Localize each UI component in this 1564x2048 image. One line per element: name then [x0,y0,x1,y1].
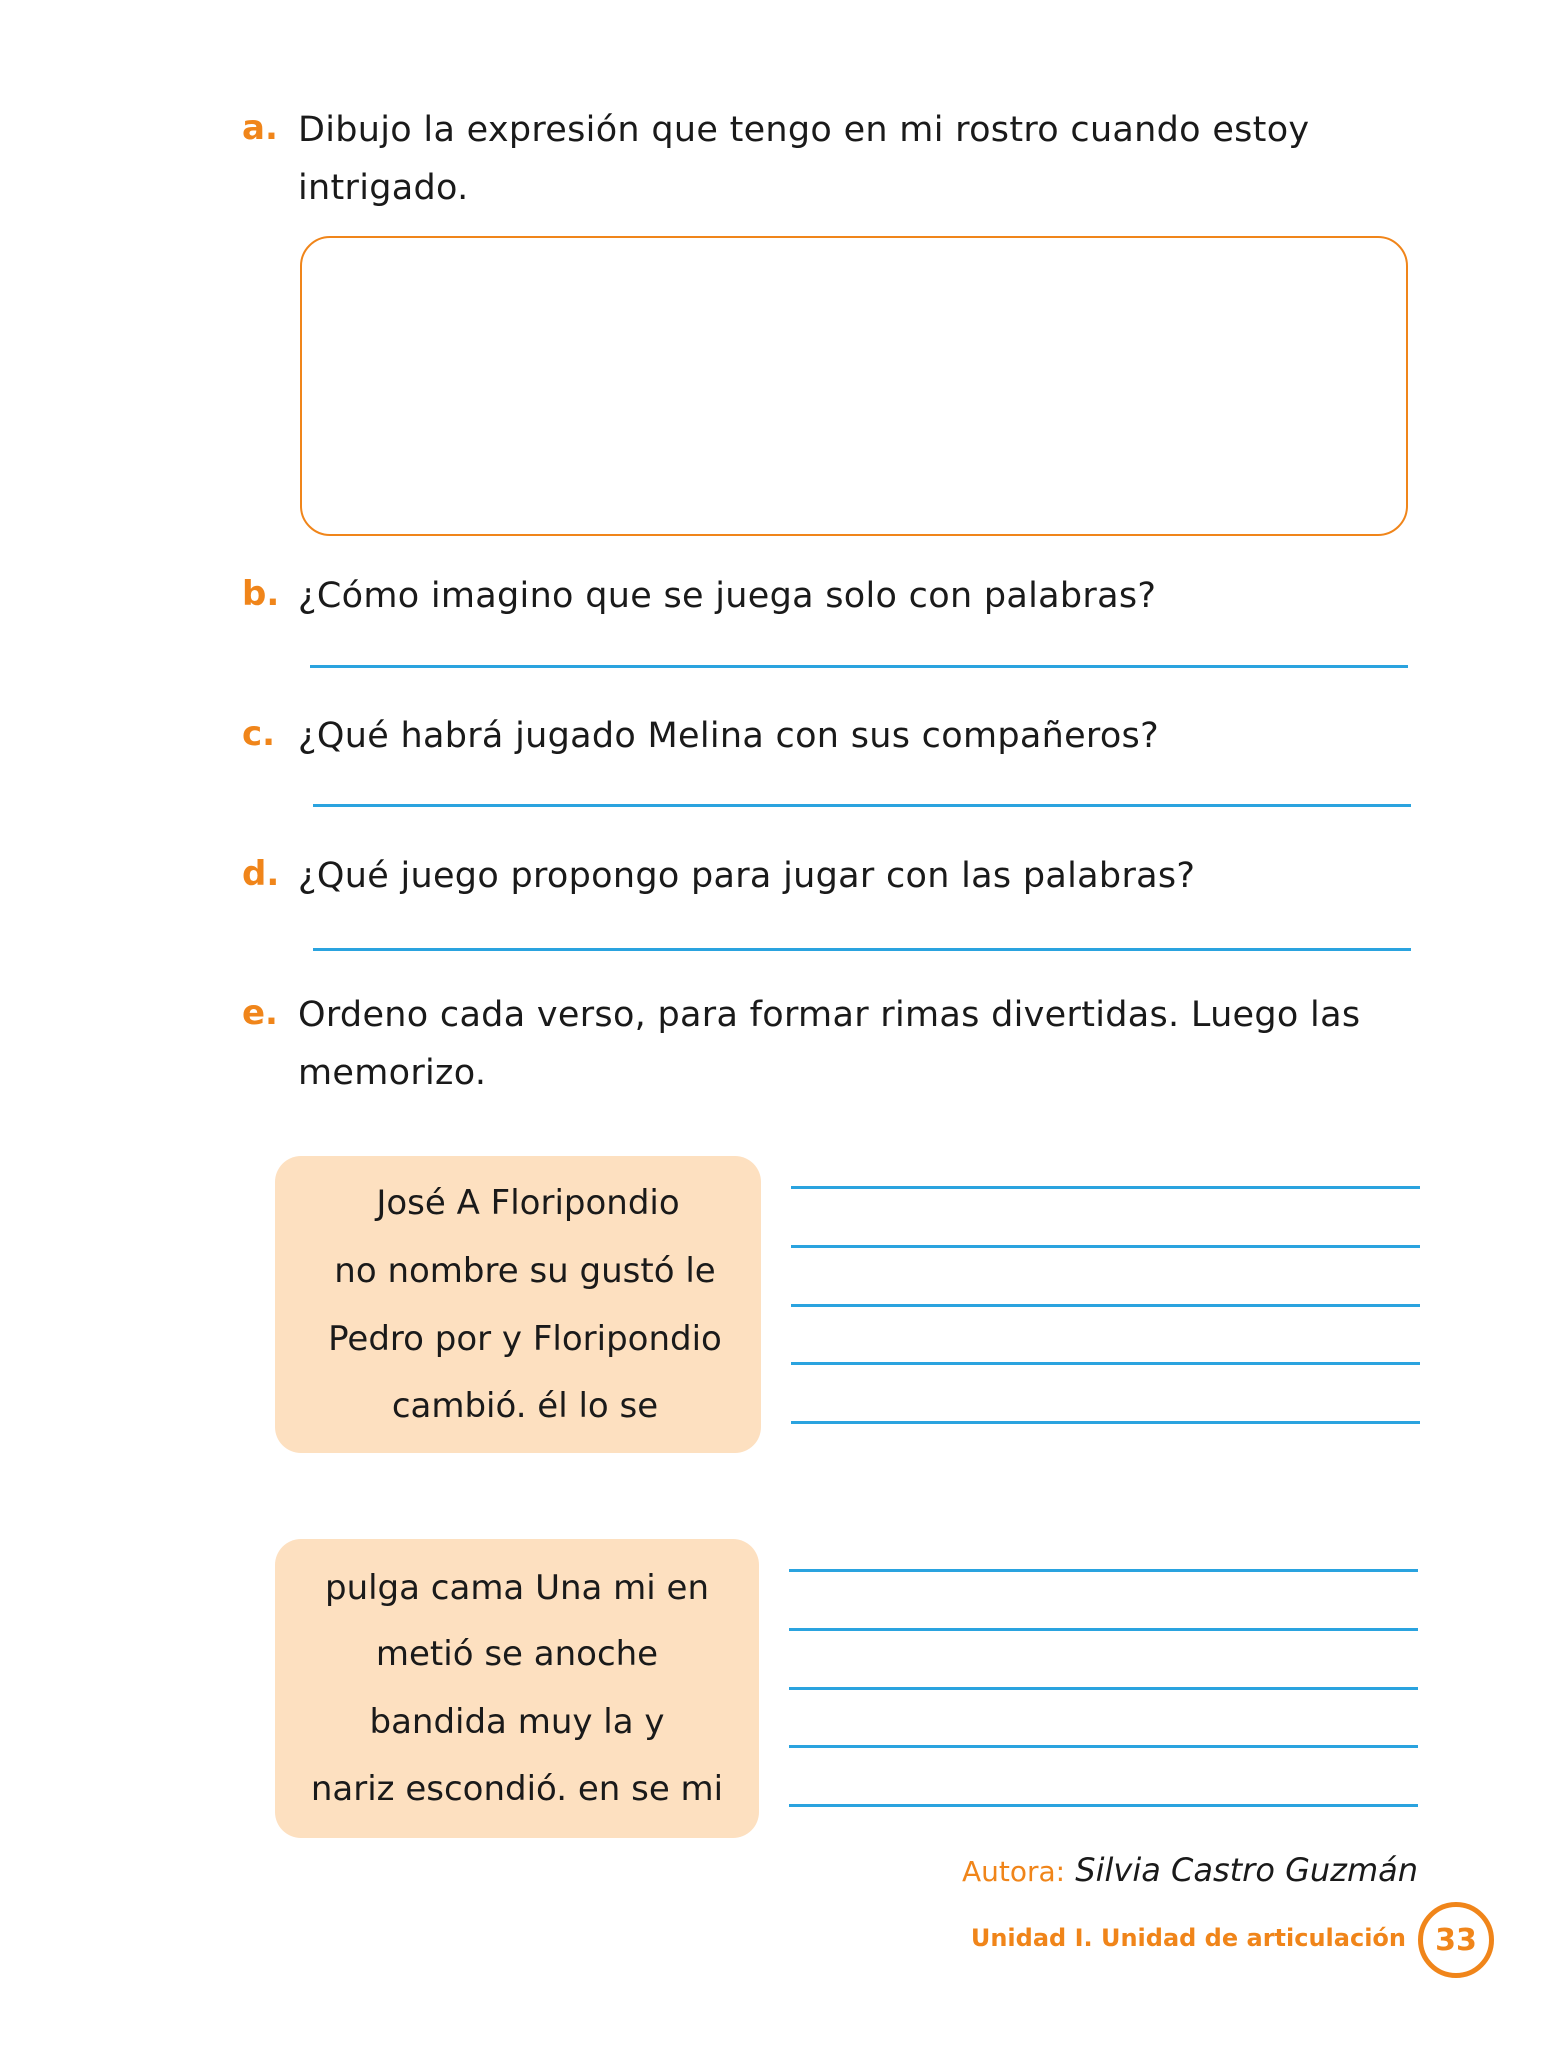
scrambled-line: Pedro por y Floripondio [328,1319,722,1359]
question-e-line-2: memorizo. [298,1053,487,1093]
answer-line[interactable] [791,1304,1420,1307]
answer-line[interactable] [789,1687,1418,1690]
answer-line[interactable] [789,1569,1418,1572]
author-name: Silvia Castro Guzmán [1075,1851,1418,1889]
author-credit [962,1851,1418,1889]
scrambled-line: nariz escondió. en se mi [310,1769,724,1809]
scrambled-line: bandida muy la y [369,1702,665,1742]
page-number: 33 [1418,1902,1494,1978]
author-label: Autora: [961,1855,1066,1888]
question-letter-c: c. [242,714,276,754]
answer-line-c[interactable] [313,804,1411,807]
question-letter-b: b. [242,574,280,614]
answer-line[interactable] [791,1421,1420,1424]
scrambled-line: cambió. él lo se [391,1386,659,1426]
question-e-line-1: Ordeno cada verso, para formar rimas divertidas. Luego las [298,995,1361,1035]
answer-line[interactable] [789,1628,1418,1631]
scrambled-rhyme-box-2 [275,1539,759,1838]
scrambled-line: metió se anoche [375,1634,659,1674]
unit-title: Unidad I. Unidad de articulación [970,1924,1406,1952]
question-c-text: ¿Qué habrá jugado Melina con sus compañeros? [298,716,1159,756]
scrambled-line: pulga cama Una mi en [324,1568,709,1608]
answer-line-b[interactable] [310,665,1408,668]
question-a-text [298,101,1309,217]
scrambled-line: no nombre su gustó le [334,1251,716,1291]
question-letter-e: e. [242,993,278,1033]
answer-line[interactable] [791,1362,1420,1365]
question-b-text: ¿Cómo imagino que se juega solo con palabras? [298,576,1157,616]
question-a-line-2: intrigado. [298,168,469,208]
answer-line[interactable] [791,1245,1420,1248]
question-d-text: ¿Qué juego propongo para jugar con las palabras? [298,856,1196,896]
question-letter-a: a. [242,108,278,148]
answer-line[interactable] [789,1804,1418,1807]
answer-line-d[interactable] [313,948,1411,951]
drawing-box[interactable] [300,236,1408,536]
answer-line[interactable] [791,1186,1420,1189]
scrambled-rhyme-box-1 [275,1156,761,1453]
scrambled-line: José A Floripondio [376,1183,680,1223]
question-letter-d: d. [242,854,280,894]
answer-line[interactable] [789,1745,1418,1748]
question-a-line-1: Dibujo la expresión que tengo en mi rostro cuando estoy [298,110,1310,150]
question-e-text [298,986,1360,1102]
